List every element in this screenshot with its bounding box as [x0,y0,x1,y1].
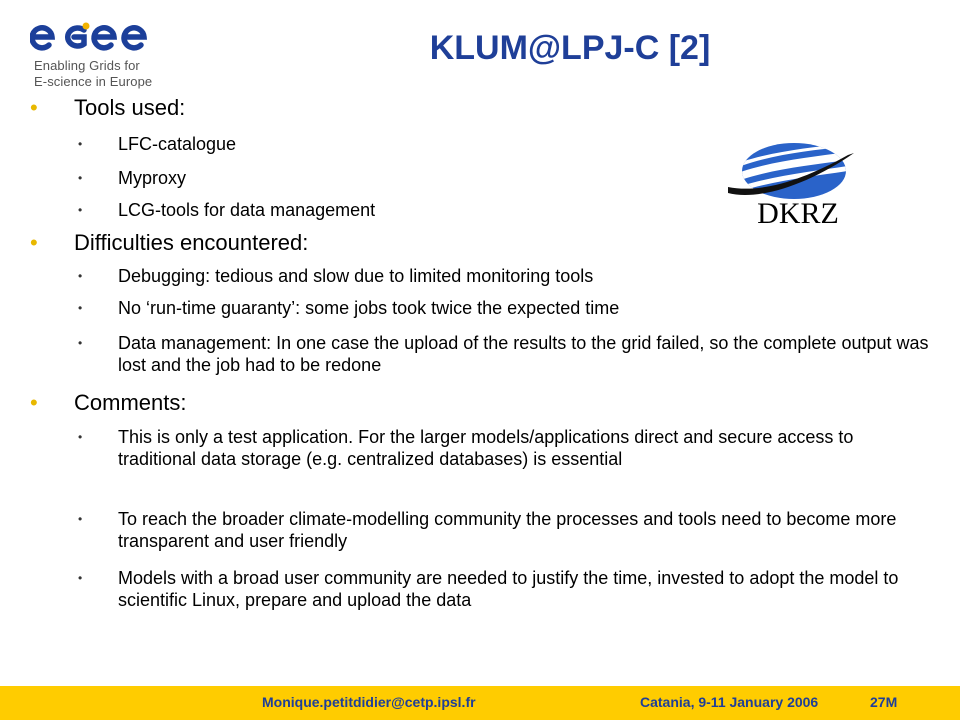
list-item: • LFC-catalogue [78,134,237,154]
logo-tagline-1: Enabling Grids for [34,58,140,73]
section-heading-difficulties: • Difficulties encountered: [30,230,309,255]
bullet-icon: • [78,512,83,526]
list-item: • To reach the broader climate-modelling community the processes and tools need to become more transparent and user friendly [78,509,897,551]
bullet-icon: • [78,269,83,283]
footer-email: Monique.petitdidier@cetp.ipsl.fr [262,694,476,710]
footer-bar [0,686,960,720]
bullet-icon: • [78,137,83,151]
page-title: KLUM@LPJ-C [2] [429,29,711,67]
list-item: • Data management: In one case the upload of the results to the grid failed, so the complete output was lost and the job had to be redone [78,333,929,375]
logo-tagline-2: E-science in Europe [34,74,153,89]
bullet-icon: • [78,203,83,217]
slide-number: 27M [870,694,898,710]
bullet-icon: • [30,95,38,120]
bullet-icon: • [78,571,83,585]
section-heading-tools: • Tools used: [30,95,186,120]
footer-event: Catania, 9-11 January 2006 [640,694,819,710]
bullet-icon: • [78,430,83,444]
dkrz-logo-text: DKRZ [757,197,839,229]
list-item: • Debugging: tedious and slow due to limited monitoring tools [78,266,594,286]
bullet-icon: • [78,336,83,350]
list-item: • No ‘run-time guaranty’: some jobs took twice the expected time [78,298,620,318]
list-item: • This is only a test application. For the larger models/applications direct and secure access to traditional data storage (e.g. centralized databases) is essential [78,427,854,469]
bullet-icon: • [30,230,38,255]
list-item: • Myproxy [78,168,187,188]
bullet-icon: • [78,301,83,315]
bullet-icon: • [78,171,83,185]
bullet-icon: • [30,390,38,415]
list-item: • Models with a broad user community are needed to justify the time, invested to adopt the model to scientific Linux, prepare and upload the data [78,568,899,610]
list-item: • LCG-tools for data management [78,200,376,220]
section-heading-comments: • Comments: [30,390,187,415]
